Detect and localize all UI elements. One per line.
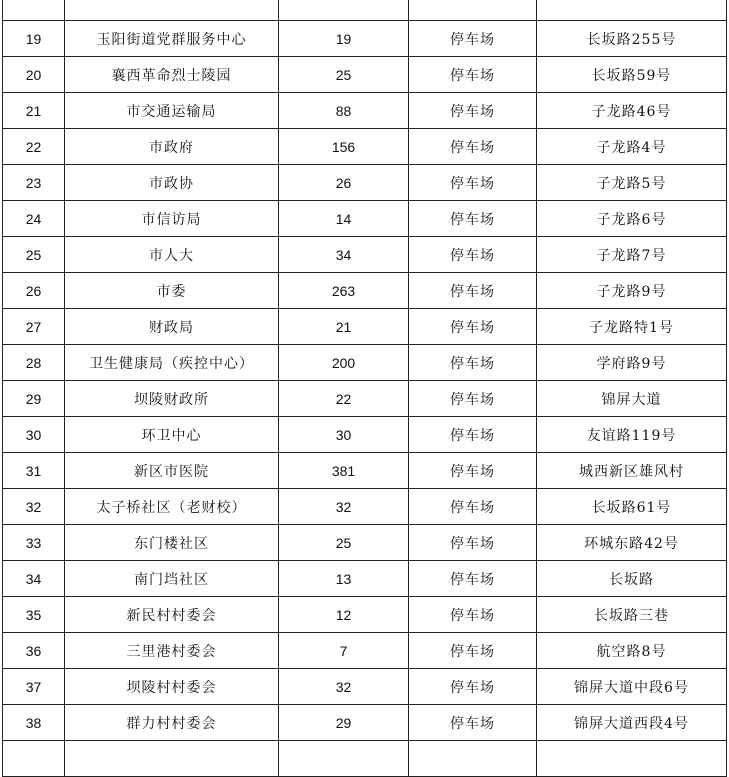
- cell-count: 19: [279, 21, 409, 57]
- cell-count: 26: [279, 165, 409, 201]
- cell-no: 35: [3, 597, 65, 633]
- table-row: [3, 525, 727, 561]
- cell-type: 停车场: [409, 165, 537, 201]
- cell-address: 长坂路59号: [537, 57, 727, 93]
- cell-no: 36: [3, 633, 65, 669]
- cell-no: 21: [3, 93, 65, 129]
- cell-address: 学府路9号: [537, 345, 727, 381]
- cell-count: 29: [279, 705, 409, 741]
- cell-address: 长坂路255号: [537, 21, 727, 57]
- table-row: [3, 561, 727, 597]
- table-row: [3, 669, 727, 705]
- cell-address: [537, 741, 727, 777]
- parking-table-body: [3, 0, 727, 777]
- cell-no: 38: [3, 705, 65, 741]
- cell-address: 锦屏大道西段4号: [537, 705, 727, 741]
- table-row: [3, 129, 727, 165]
- table-row: [3, 93, 727, 129]
- cell-count: 14: [279, 201, 409, 237]
- table-row: [3, 381, 727, 417]
- cell-no: 26: [3, 273, 65, 309]
- cell-unit: 环卫中心: [65, 417, 279, 453]
- cell-no: [3, 741, 65, 777]
- cell-type: 停车场: [409, 381, 537, 417]
- cell-type: 停车场: [409, 93, 537, 129]
- cell-unit: 三里港村委会: [65, 633, 279, 669]
- cell-no: 19: [3, 21, 65, 57]
- cell-type: 停车场: [409, 129, 537, 165]
- cell-type: 停车场: [409, 489, 537, 525]
- cell-no: 37: [3, 669, 65, 705]
- cell-unit: 坝陵村村委会: [65, 669, 279, 705]
- cell-unit: 襄西革命烈士陵园: [65, 57, 279, 93]
- parking-table: [2, 0, 727, 777]
- cell-address: 环城东路42号: [537, 525, 727, 561]
- cell-count: [279, 0, 409, 21]
- cell-unit: 玉阳街道党群服务中心: [65, 21, 279, 57]
- cell-address: 航空路8号: [537, 633, 727, 669]
- cell-address: 长坂路61号: [537, 489, 727, 525]
- cell-address: 子龙路46号: [537, 93, 727, 129]
- cell-unit: 新民村村委会: [65, 597, 279, 633]
- table-row: [3, 57, 727, 93]
- cell-no: 23: [3, 165, 65, 201]
- cell-address: 子龙路9号: [537, 273, 727, 309]
- cell-count: 30: [279, 417, 409, 453]
- cell-no: 24: [3, 201, 65, 237]
- cell-count: 381: [279, 453, 409, 489]
- cell-type: 停车场: [409, 309, 537, 345]
- cell-count: 200: [279, 345, 409, 381]
- cell-unit: 市政府: [65, 129, 279, 165]
- cell-type: [409, 0, 537, 21]
- table-row: [3, 201, 727, 237]
- cell-count: 156: [279, 129, 409, 165]
- cell-address: [537, 0, 727, 21]
- cell-address: 子龙路5号: [537, 165, 727, 201]
- cell-unit: 新区市医院: [65, 453, 279, 489]
- cell-address: 子龙路特1号: [537, 309, 727, 345]
- cell-unit: 群力村村委会: [65, 705, 279, 741]
- cell-count: 13: [279, 561, 409, 597]
- cell-address: 城西新区雄风村: [537, 453, 727, 489]
- cell-unit: 市委: [65, 273, 279, 309]
- cell-no: 30: [3, 417, 65, 453]
- cell-unit: 市人大: [65, 237, 279, 273]
- cell-unit: 南门垱社区: [65, 561, 279, 597]
- table-row: [3, 597, 727, 633]
- cell-type: 停车场: [409, 705, 537, 741]
- cell-count: 34: [279, 237, 409, 273]
- cell-type: 停车场: [409, 453, 537, 489]
- cell-address: 子龙路7号: [537, 237, 727, 273]
- cell-type: 停车场: [409, 525, 537, 561]
- cell-no: 34: [3, 561, 65, 597]
- cell-unit: 市政协: [65, 165, 279, 201]
- cell-unit: [65, 741, 279, 777]
- cell-no: 22: [3, 129, 65, 165]
- cell-count: 22: [279, 381, 409, 417]
- cell-no: 31: [3, 453, 65, 489]
- table-row: [3, 237, 727, 273]
- cell-type: 停车场: [409, 57, 537, 93]
- cell-count: [279, 741, 409, 777]
- cell-type: 停车场: [409, 21, 537, 57]
- table-row: [3, 489, 727, 525]
- cell-no: 27: [3, 309, 65, 345]
- cell-unit: 市信访局: [65, 201, 279, 237]
- cell-address: 长坂路: [537, 561, 727, 597]
- cell-type: 停车场: [409, 669, 537, 705]
- table-row: [3, 453, 727, 489]
- cell-count: 263: [279, 273, 409, 309]
- cell-count: 88: [279, 93, 409, 129]
- cell-type: 停车场: [409, 417, 537, 453]
- table-row: [3, 273, 727, 309]
- cell-no: [3, 0, 65, 21]
- table-row-partial-top: [3, 0, 727, 21]
- cell-type: 停车场: [409, 345, 537, 381]
- table-row: [3, 309, 727, 345]
- cell-no: 33: [3, 525, 65, 561]
- cell-unit: 卫生健康局（疾控中心）: [65, 345, 279, 381]
- cell-address: 子龙路4号: [537, 129, 727, 165]
- cell-unit: 太子桥社区（老财校）: [65, 489, 279, 525]
- cell-unit: 财政局: [65, 309, 279, 345]
- table-row-partial-bottom: [3, 741, 727, 777]
- cell-count: 21: [279, 309, 409, 345]
- cell-unit: 东门楼社区: [65, 525, 279, 561]
- cell-count: 25: [279, 525, 409, 561]
- cell-type: 停车场: [409, 633, 537, 669]
- table-row: [3, 21, 727, 57]
- cell-address: 锦屏大道: [537, 381, 727, 417]
- table-row: [3, 633, 727, 669]
- cell-no: 25: [3, 237, 65, 273]
- cell-no: 29: [3, 381, 65, 417]
- cell-no: 28: [3, 345, 65, 381]
- cell-count: 12: [279, 597, 409, 633]
- cell-count: 32: [279, 489, 409, 525]
- cell-type: 停车场: [409, 201, 537, 237]
- cell-type: 停车场: [409, 237, 537, 273]
- cell-address: 锦屏大道中段6号: [537, 669, 727, 705]
- cell-unit: [65, 0, 279, 21]
- cell-no: 20: [3, 57, 65, 93]
- cell-unit: 坝陵财政所: [65, 381, 279, 417]
- table-row: [3, 417, 727, 453]
- table-row: [3, 705, 727, 741]
- cell-type: 停车场: [409, 561, 537, 597]
- cell-type: 停车场: [409, 597, 537, 633]
- cell-no: 32: [3, 489, 65, 525]
- cell-unit: 市交通运输局: [65, 93, 279, 129]
- table-row: [3, 345, 727, 381]
- cell-address: 子龙路6号: [537, 201, 727, 237]
- cell-type: 停车场: [409, 273, 537, 309]
- cell-type: [409, 741, 537, 777]
- table-row: [3, 165, 727, 201]
- cell-address: 友谊路119号: [537, 417, 727, 453]
- cell-address: 长坂路三巷: [537, 597, 727, 633]
- cell-count: 25: [279, 57, 409, 93]
- cell-count: 7: [279, 633, 409, 669]
- cell-count: 32: [279, 669, 409, 705]
